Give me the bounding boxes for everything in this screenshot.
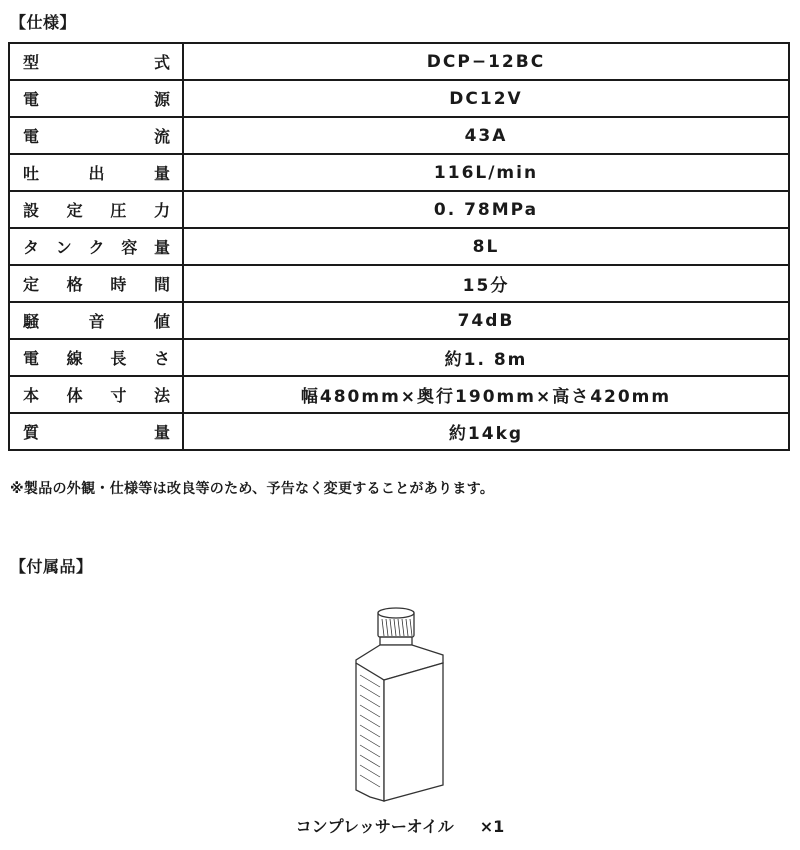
spec-label-char: 体 (66, 386, 83, 405)
spec-label-text (10, 50, 182, 73)
spec-value: 43A (183, 117, 789, 154)
spec-label-text (10, 87, 182, 110)
spec-label-char: 出 (88, 164, 105, 183)
spec-label-char: 型 (23, 53, 40, 72)
spec-label-text (10, 235, 182, 258)
spec-row (9, 265, 789, 302)
spec-row (9, 228, 789, 265)
accessory-caption (0, 814, 800, 837)
accessories-heading: 【付属品】 (10, 557, 93, 576)
spec-value: DC12V (183, 80, 789, 117)
spec-label-char: 質 (23, 423, 40, 442)
spec-label-char: 式 (153, 53, 170, 72)
spec-label-text (10, 346, 182, 369)
spec-label-text (10, 420, 182, 443)
spec-row (9, 376, 789, 413)
spec-label-char: 量 (153, 164, 170, 183)
spec-row (9, 117, 789, 154)
accessory-name: コンプレッサーオイル (295, 817, 454, 836)
spec-label (9, 339, 183, 376)
spec-value: 74dB (183, 302, 789, 339)
spec-label-char: 時 (110, 275, 127, 294)
spec-label-char: 量 (153, 238, 170, 257)
spec-label-text (10, 383, 182, 406)
spec-label-char: 騒 (23, 312, 40, 331)
spec-label-char: さ (153, 349, 170, 368)
spec-label-char: 圧 (110, 201, 127, 220)
spec-value: 幅480mm×奥行190mm×高さ420mm (183, 376, 789, 413)
spec-value: 116L/min (183, 154, 789, 191)
spec-label-char: 流 (153, 127, 170, 146)
spec-label (9, 43, 183, 80)
spec-label-char: ク (88, 238, 105, 257)
spec-label-char: 電 (23, 90, 40, 109)
spec-row (9, 339, 789, 376)
spec-label (9, 413, 183, 450)
spec-label-char: 容 (121, 238, 138, 257)
spec-row (9, 43, 789, 80)
spec-label-char: 寸 (110, 386, 127, 405)
spec-label-char: 力 (153, 201, 170, 220)
spec-label-text (10, 198, 182, 221)
spec-label-char: 量 (153, 423, 170, 442)
spec-disclaimer-note: ※製品の外観・仕様等は改良等のため、予告なく変更することがあります。 (10, 481, 495, 497)
spec-value: DCP−12BC (183, 43, 789, 80)
spec-label-char: 長 (110, 349, 127, 368)
spec-label (9, 228, 183, 265)
spec-label-char: 電 (23, 127, 40, 146)
spec-row (9, 413, 789, 450)
oil-bottle-illustration (340, 605, 460, 809)
spec-label (9, 265, 183, 302)
spec-label-text (10, 272, 182, 295)
spec-label-char: 設 (23, 201, 40, 220)
spec-value: 約14kg (183, 413, 789, 450)
spec-row (9, 80, 789, 117)
spec-value: 8L (183, 228, 789, 265)
spec-row (9, 154, 789, 191)
spec-label (9, 117, 183, 154)
spec-row (9, 191, 789, 228)
spec-label-char: タ (23, 238, 40, 257)
spec-label (9, 80, 183, 117)
spec-heading: 【仕様】 (10, 13, 77, 32)
spec-label (9, 154, 183, 191)
spec-table (8, 42, 790, 451)
spec-value: 約1. 8m (183, 339, 789, 376)
spec-label (9, 376, 183, 413)
spec-label-char: ン (55, 238, 72, 257)
spec-label (9, 302, 183, 339)
spec-label-char: 音 (88, 312, 105, 331)
spec-label-text (10, 309, 182, 332)
spec-label-char: 格 (66, 275, 83, 294)
spec-label-char: 吐 (23, 164, 40, 183)
spec-row (9, 302, 789, 339)
spec-label-char: 値 (153, 312, 170, 331)
spec-label-char: 定 (66, 201, 83, 220)
spec-label-char: 間 (153, 275, 170, 294)
spec-label-text (10, 161, 182, 184)
spec-label (9, 191, 183, 228)
spec-label-char: 本 (23, 386, 40, 405)
spec-label-char: 法 (153, 386, 170, 405)
spec-label-text (10, 124, 182, 147)
spec-label-char: 線 (66, 349, 83, 368)
accessory-quantity: ×1 (479, 817, 505, 836)
spec-label-char: 定 (23, 275, 40, 294)
spec-label-char: 源 (153, 90, 170, 109)
spec-label-char: 電 (23, 349, 40, 368)
spec-value: 0. 78MPa (183, 191, 789, 228)
spec-value: 15分 (183, 265, 789, 302)
